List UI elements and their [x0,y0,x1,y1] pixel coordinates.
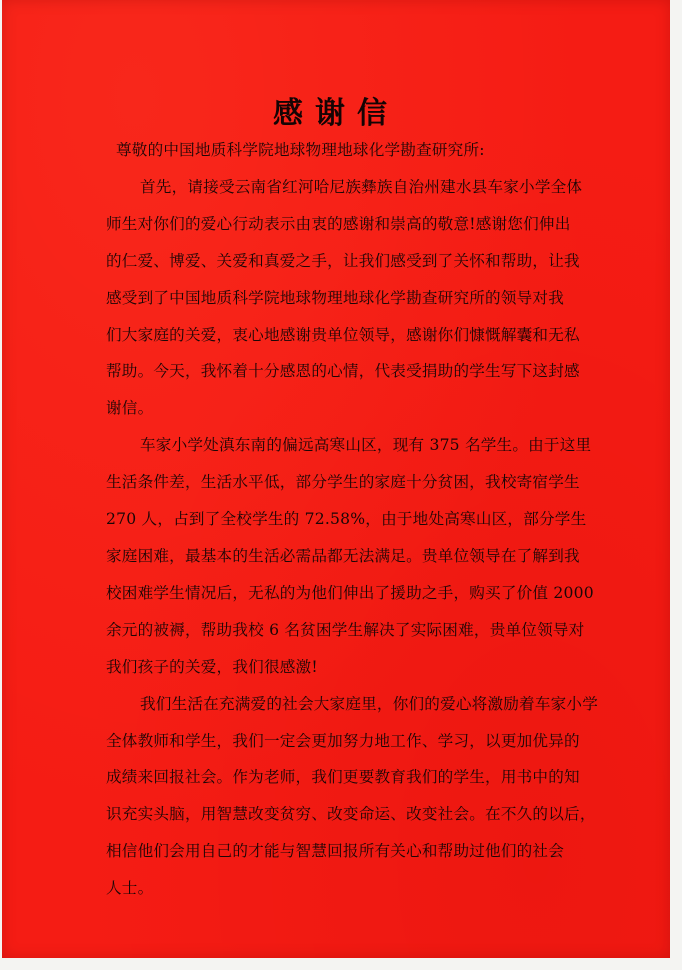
text-line: 车家小学处滇东南的偏远高寒山区，现有 375 名学生。由于这里 [140,436,592,455]
text-line: 我们孩子的关爱，我们很感激! [106,657,318,676]
paragraph-1 [106,169,590,427]
text-line: 成绩来回报社会。作为老师，我们更要教育我们的学生，用书中的知 [106,768,580,787]
text-line: 生活条件差，生活水平低，部分学生的家庭十分贫困，我校寄宿学生 [106,473,580,492]
paragraph-3 [106,686,599,907]
text-line: 帮助。今天，我怀着十分感恩的心情，代表受捐助的学生写下这封感 [106,362,580,381]
text-line: 们大家庭的关爱，衷心地感谢贵单位领导，感谢你们慷慨解囊和无私 [106,325,580,344]
letter-body [106,132,599,907]
salutation: 尊敬的中国地质科学院地球物理地球化学勘查研究所: [116,141,485,159]
text-line: 家庭困难，最基本的生活必需品都无法满足。贵单位领导在了解到我 [106,546,580,565]
text-line: 首先，请接受云南省红河哈尼族彝族自治州建水县车家小学全体 [140,177,583,196]
text-line: 人士。 [106,879,154,898]
text-line: 我们生活在充满爱的社会大家庭里，你们的爱心将激励着车家小学 [140,694,599,713]
text-line: 校困难学生情况后，无私的为他们伸出了援助之手，购买了价值 2000 [106,583,594,602]
text-line: 谢信。 [106,399,154,418]
letter-title: 感谢信 [273,96,399,131]
text-line: 270 人，占到了全校学生的 72.58%，由于地处高寒山区，部分学生 [106,510,587,529]
text-line: 相信他们会用自己的才能与智慧回报所有关心和帮助过他们的社会 [106,842,565,861]
text-line: 识充实头脑，用智慧改变贫穷、改变命运、改变社会。在不久的以后， [106,805,596,824]
text-line: 余元的被褥，帮助我校 6 名贫困学生解决了实际困难，贵单位领导对 [106,620,585,639]
text-line: 师生对你们的爱心行动表示由衷的感谢和崇高的敬意!感谢您们伸出 [106,214,571,233]
text-line: 全体教师和学生，我们一定会更加努力地工作、学习，以更加优异的 [106,731,580,750]
letter-sheet [2,0,670,958]
text-line: 的仁爱、博爱、关爱和真爱之手，让我们感受到了关怀和帮助，让我 [106,251,580,270]
paragraph-2 [106,427,594,685]
text-line: 感受到了中国地质科学院地球物理地球化学勘查研究所的领导对我 [106,288,565,307]
